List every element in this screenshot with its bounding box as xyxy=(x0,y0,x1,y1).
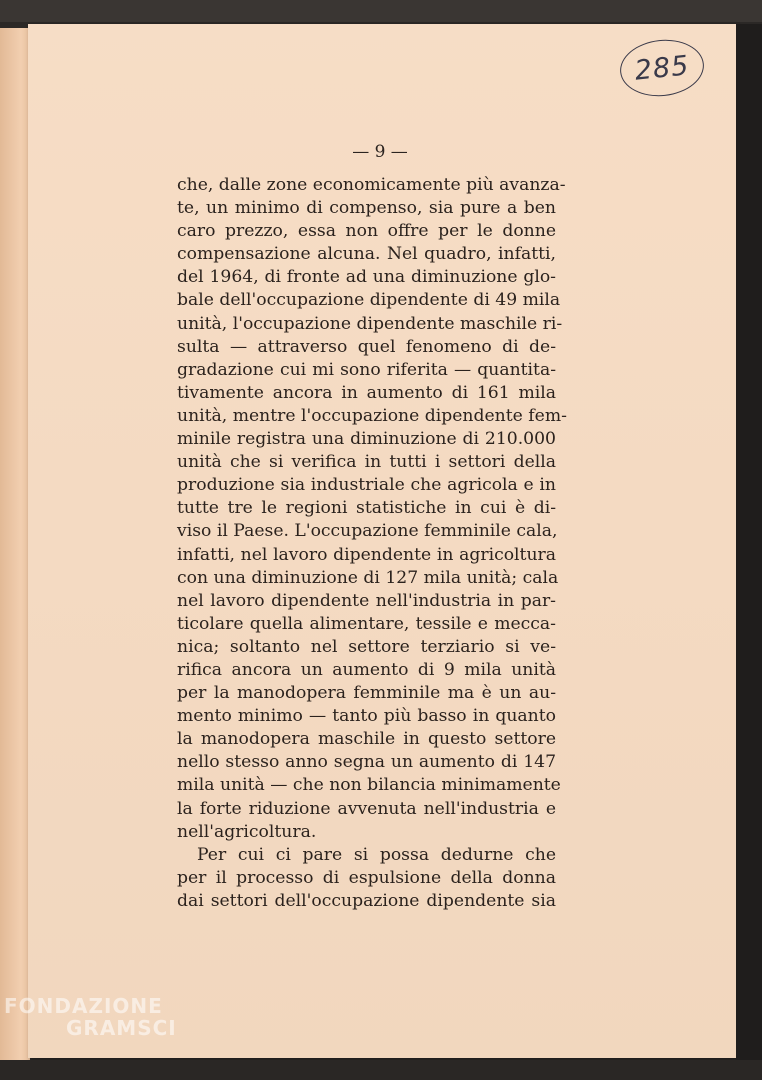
text-line: nell'agricoltura. xyxy=(177,821,317,842)
text-line: mila unità — che non bilancia minimamente xyxy=(177,775,561,796)
paragraph-1 xyxy=(177,174,567,844)
text-line: viso il Paese. L'occupazione femminile cala, xyxy=(177,521,558,542)
text-line: gradazione cui mi sono riferita — quantita- xyxy=(177,359,556,380)
text-line: te, un minimo di compenso, sia pure a ben xyxy=(177,198,556,219)
page-folio: — 9 — xyxy=(352,142,408,162)
text-line: tivamente ancora in aumento di 161 mila xyxy=(177,382,556,403)
paragraph-2 xyxy=(177,844,556,913)
archive-page-stamp-number: 285 xyxy=(633,49,691,87)
text-line: che, dalle zone economicamente più avanza- xyxy=(177,175,566,195)
text-line: tutte tre le regioni statistiche in cui è di- xyxy=(177,498,556,519)
text-line: ticolare quella alimentare, tessile e mecca- xyxy=(177,613,556,634)
scan-right-border xyxy=(736,24,762,1080)
text-line: bale dell'occupazione dipendente di 49 mila xyxy=(177,290,561,311)
text-line: rifica ancora un aumento di 9 mila unità xyxy=(177,659,556,680)
text-line: del 1964, di fronte ad una diminuzione glo- xyxy=(177,267,556,288)
text-line: unità che si verifica in tutti i settori della xyxy=(177,452,556,473)
text-line: Per cui ci pare si possa dedurne che xyxy=(197,844,556,865)
text-line: per il processo di espulsione della donna xyxy=(177,867,556,888)
scan-top-border xyxy=(0,0,762,22)
text-line: nello stesso anno segna un aumento di 147 xyxy=(177,752,556,773)
text-line: produzione sia industriale che agricola e in xyxy=(177,475,556,496)
text-line: per la manodopera femminile ma è un au- xyxy=(177,683,556,704)
scan-bottom-border xyxy=(0,1060,762,1080)
text-line: nica; soltanto nel settore terziario si ve- xyxy=(177,636,556,657)
text-line: unità, mentre l'occupazione dipendente fem- xyxy=(177,405,567,426)
text-line: dai settori dell'occupazione dipendente sia xyxy=(177,890,556,911)
facing-page-edge xyxy=(0,28,30,1068)
text-line: con una diminuzione di 127 mila unità; cala xyxy=(177,567,559,588)
watermark-line-2: GRAMSCI xyxy=(66,1016,177,1040)
foundation-watermark xyxy=(4,995,204,1039)
body-text xyxy=(177,174,567,913)
text-line: minile registra una diminuzione di 210.000 xyxy=(177,429,556,450)
text-line: mento minimo — tanto più basso in quanto xyxy=(177,706,556,727)
text-line: la manodopera maschile in questo settore xyxy=(177,729,556,750)
text-line: compensazione alcuna. Nel quadro, infatti, xyxy=(177,244,556,265)
text-line: caro prezzo, essa non offre per le donne xyxy=(177,221,556,242)
text-line: unità, l'occupazione dipendente maschile ri- xyxy=(177,313,563,334)
text-line: sulta — attraverso quel fenomeno di de- xyxy=(177,336,556,357)
text-line: infatti, nel lavoro dipendente in agricoltura xyxy=(177,544,556,565)
watermark-line-1: FONDAZIONE xyxy=(4,994,163,1018)
text-line: nel lavoro dipendente nell'industria in par- xyxy=(177,590,556,611)
text-line: la forte riduzione avvenuta nell'industria e xyxy=(177,798,556,819)
